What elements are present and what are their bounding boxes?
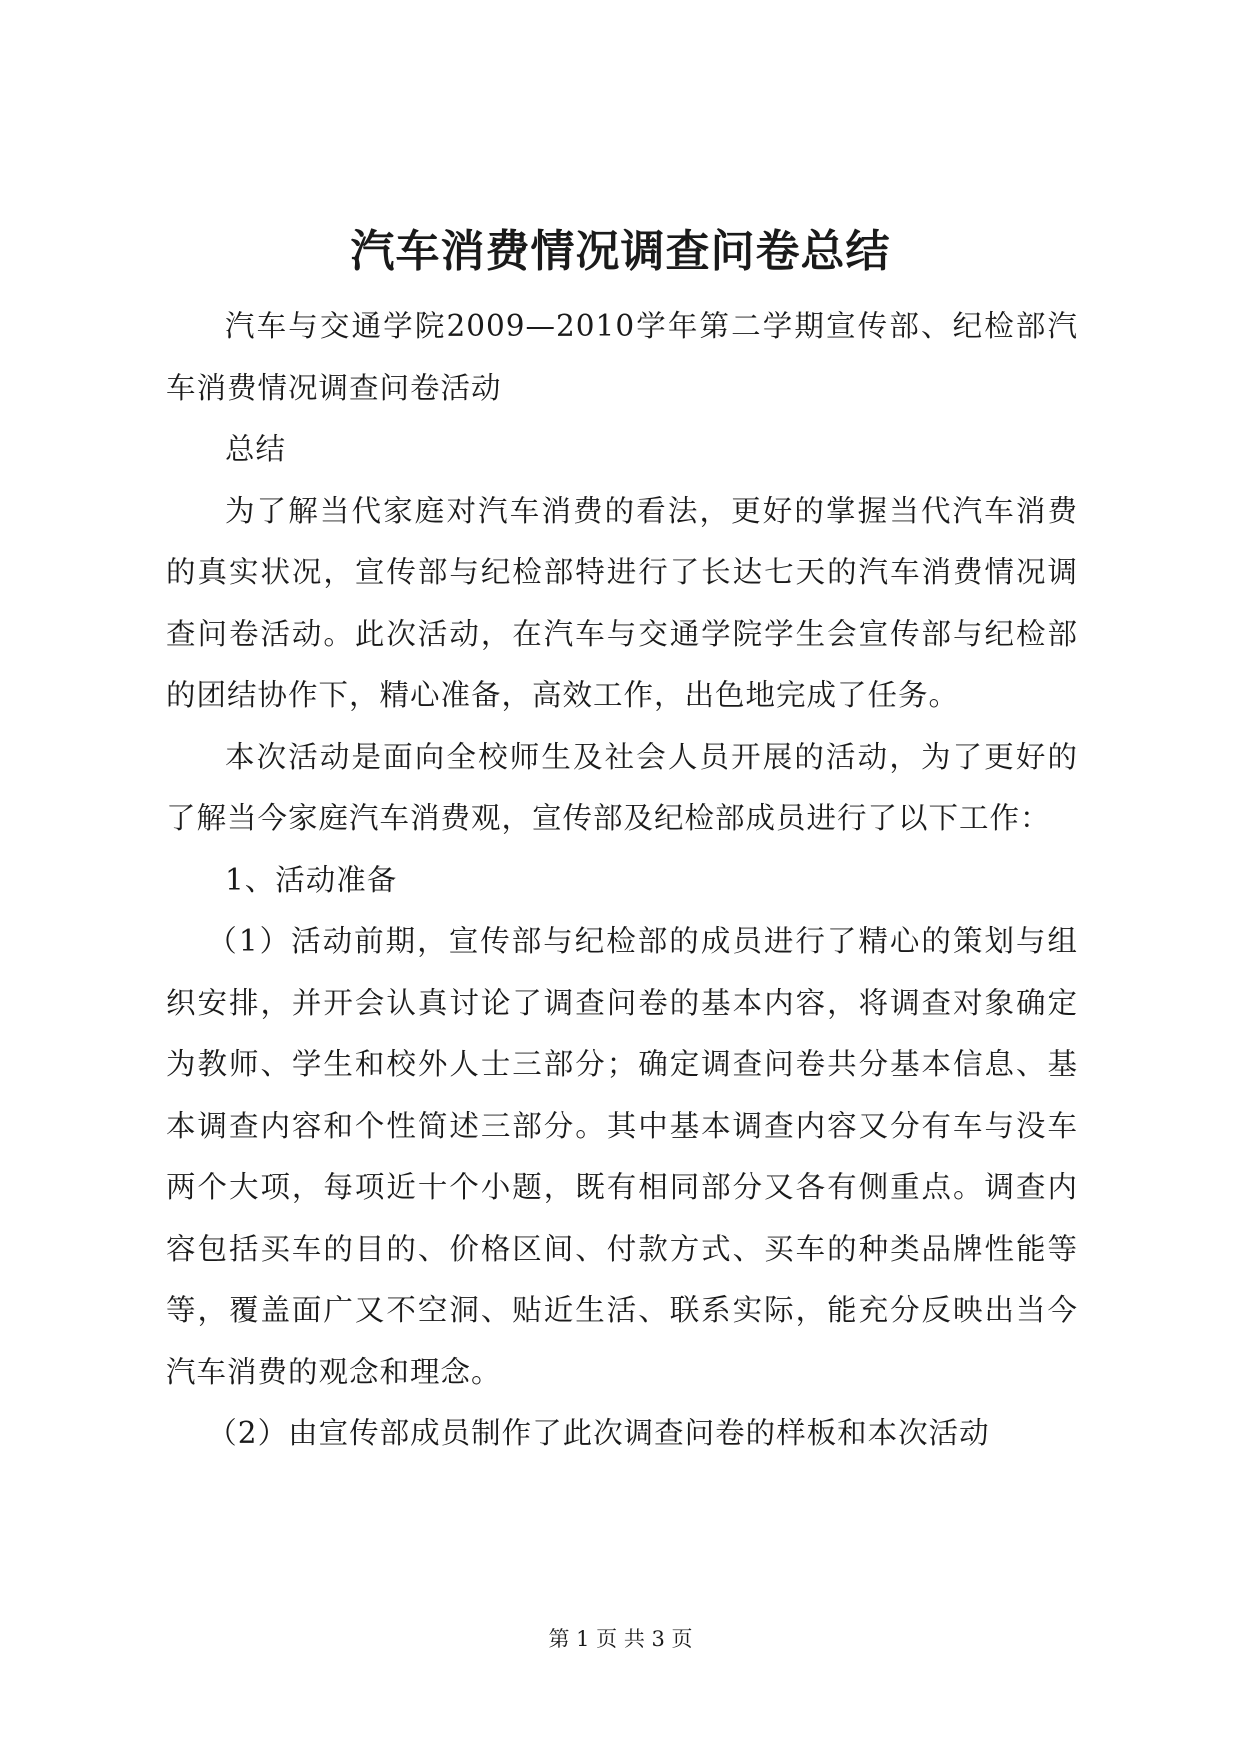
paragraph-scope: 本次活动是面向全校师生及社会人员开展的活动，为了更好的了解当今家庭汽车消费观，宣传部及纪检部成员进行了以下工作： xyxy=(166,739,1078,835)
paragraph-item-2: （2）由宣传部成员制作了此次调查问卷的样板和本次活动 xyxy=(207,1416,990,1450)
page-number: 第 1 页 共 3 页 xyxy=(548,1627,693,1651)
document-body xyxy=(166,296,1078,1465)
paragraph-intro: 汽车与交通学院2009—2010学年第二学期宣传部、纪检部汽车消费情况调查问卷活动 xyxy=(166,309,1078,405)
document-title: 汽车消费情况调查问卷总结 xyxy=(350,226,891,277)
section-heading-preparation: 1、活动准备 xyxy=(225,862,398,897)
paragraph-purpose: 为了解当代家庭对汽车消费的看法，更好的掌握当代汽车消费的真实状况，宣传部与纪检部特进行了长达七天的汽车消费情况调查问卷活动。此次活动，在汽车与交通学院学生会宣传部与纪检部的团结协作下，精心准备，高效工作，出色地完成了任务。 xyxy=(166,493,1078,712)
paragraph-summary-heading: 总结 xyxy=(225,432,287,466)
paragraph-item-1: （1）活动前期，宣传部与纪检部的成员进行了精心的策划与组织安排，并开会认真讨论了调查问卷的基本内容，将调查对象确定为教师、学生和校外人士三部分；确定调查问卷共分基本信息、基本调查内容和个性简述三部分。其中基本调查内容又分有车与没车两个大项，每项近十个小题，既有相同部分又各有侧重点。调查内容包括买车的目的、价格区间、付款方式、买车的种类品牌性能等等，覆盖面广又不空洞、贴近生活、联系实际，能充分反映出当今汽车消费的观念和理念。 xyxy=(166,924,1078,1389)
